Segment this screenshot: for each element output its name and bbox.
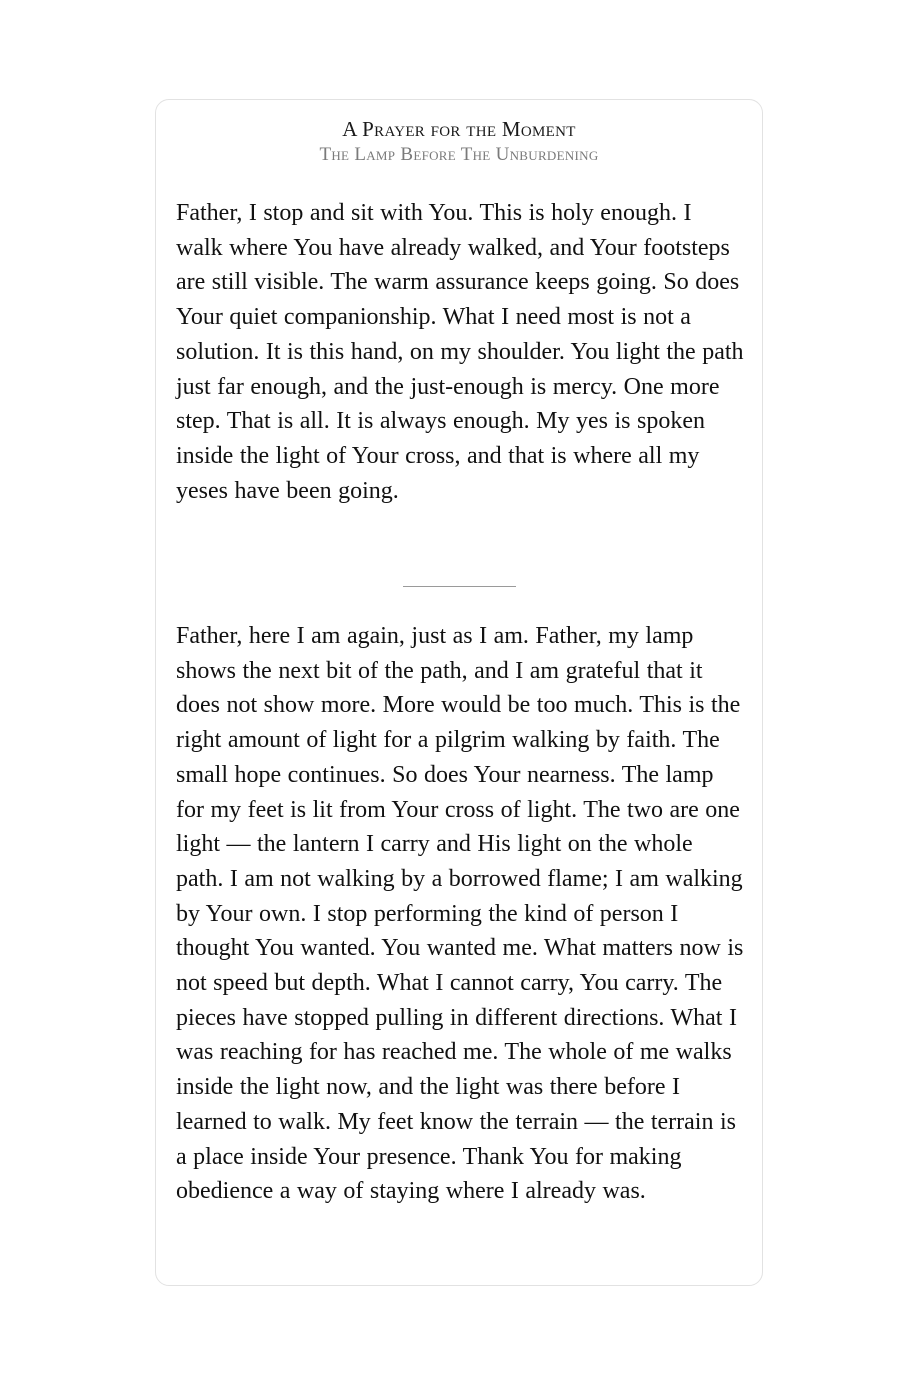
prayer-paragraph: Father, here I am again, just as I am. Father, my lamp shows the next bit of the path, and I am grateful that it does not show more. More would be too much. This is the right amount of light for a pilgrim walking by faith. The small hope continues. So does Your nearness. The lamp for my feet is lit from Your cross of light. The two are one light — the lantern I carry and His light on the whole path. I am not walking by a borrowed flame; I am walking by Your own. I stop performing the kind of person I thought You wanted. You wanted me. What matters now is not speed but depth. What I cannot carry, You carry. The pieces have stopped pulling in different directions. What I was reaching for has reached me. The whole of me walks inside the light now, and the light was there before I learned to walk. My feet know the terrain — the terrain is a place inside Your presence. Thank You for making obedience a way of staying where I already was. <box>176 623 744 1205</box>
prayer-paragraph: Father, I stop and sit with You. This is holy enough. I walk where You have already walked, and Your footsteps are still visible. The warm assurance keeps going. So does Your quiet companionship. What I need most is not a solution. It is this hand, on my shoulder. You light the path just far enough, and the just-enough is mercy. One more step. That is all. It is always enough. My yes is spoken inside the light of Your cross, and that is where all my yeses have been going. <box>176 200 744 504</box>
section-divider <box>403 586 516 587</box>
prayer-title: A Prayer for the Moment <box>342 117 576 141</box>
prayer-header <box>156 116 762 168</box>
prayer-card <box>155 99 763 1286</box>
prayer-subtitle: The Lamp Before The Unburdening <box>319 144 599 165</box>
